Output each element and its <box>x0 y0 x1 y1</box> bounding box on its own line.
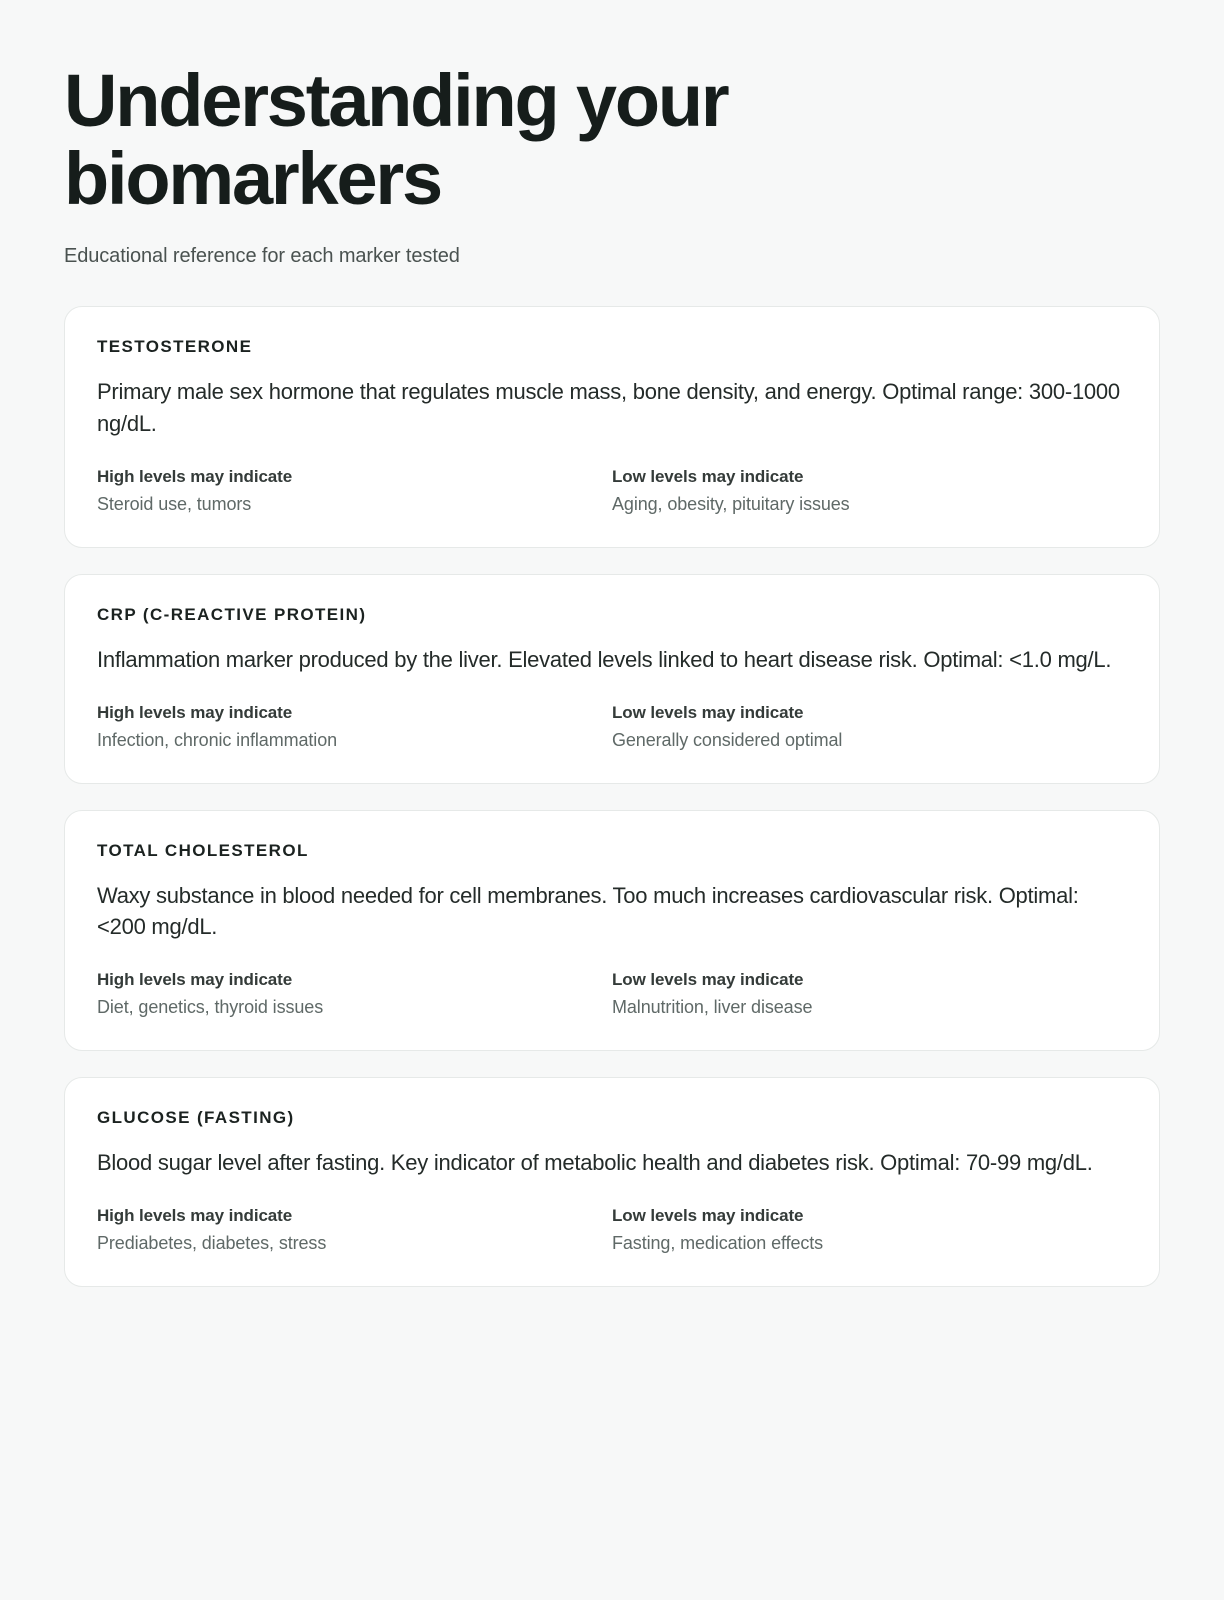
indicator-row <box>97 1206 1127 1254</box>
low-indicator-value: Generally considered optimal <box>612 729 843 750</box>
high-indicator-value: Steroid use, tumors <box>97 493 252 514</box>
biomarker-card-total-cholesterol <box>64 810 1160 1052</box>
biomarker-description: Blood sugar level after fasting. Key indicator of metabolic health and diabetes risk. Optimal: 70-99 mg/dL. <box>97 1150 1093 1176</box>
biomarker-card-crp <box>64 574 1160 784</box>
high-indicator-value: Infection, chronic inflammation <box>97 729 338 750</box>
biomarker-description: Waxy substance in blood needed for cell membranes. Too much increases cardiovascular risk. Optimal: <200 mg/dL. <box>97 882 1079 940</box>
low-indicator-label: Low levels may indicate <box>612 702 804 722</box>
low-indicator <box>612 1206 1127 1254</box>
low-indicator <box>612 703 1127 751</box>
high-indicator-label: High levels may indicate <box>97 702 293 722</box>
indicator-row <box>97 703 1127 751</box>
page-title: Understanding your biomarkers <box>64 59 728 221</box>
low-indicator-label: Low levels may indicate <box>612 466 804 486</box>
biomarker-card-glucose-fasting <box>64 1077 1160 1287</box>
high-indicator-value: Prediabetes, diabetes, stress <box>97 1233 327 1254</box>
low-indicator <box>612 467 1127 515</box>
low-indicator-value: Fasting, medication effects <box>612 1233 824 1254</box>
biomarker-card-testosterone <box>64 306 1160 548</box>
biomarker-card-list <box>64 306 1160 1287</box>
indicator-row <box>97 467 1127 515</box>
low-indicator-value: Malnutrition, liver disease <box>612 997 813 1018</box>
high-indicator <box>97 703 612 751</box>
biomarker-name: TOTAL CHOLESTEROL <box>97 840 309 860</box>
biomarker-name: TESTOSTERONE <box>97 336 253 356</box>
high-indicator <box>97 1206 612 1254</box>
high-indicator-label: High levels may indicate <box>97 970 293 990</box>
low-indicator-label: Low levels may indicate <box>612 1206 804 1226</box>
high-indicator-value: Diet, genetics, thyroid issues <box>97 997 324 1018</box>
biomarker-description: Primary male sex hormone that regulates muscle mass, bone density, and energy. Optimal range: 300-1000 ng/dL. <box>97 378 1120 436</box>
high-indicator <box>97 970 612 1018</box>
low-indicator <box>612 970 1127 1018</box>
biomarker-description: Inflammation marker produced by the liver. Elevated levels linked to heart disease risk. Optimal: <1.0 mg/L. <box>97 646 1112 672</box>
indicator-row <box>97 970 1127 1018</box>
low-indicator-label: Low levels may indicate <box>612 970 804 990</box>
biomarker-name: GLUCOSE (FASTING) <box>97 1108 295 1128</box>
high-indicator-label: High levels may indicate <box>97 1206 293 1226</box>
low-indicator-value: Aging, obesity, pituitary issues <box>612 493 850 514</box>
page-subtitle: Educational reference for each marker tested <box>64 244 460 267</box>
high-indicator <box>97 467 612 515</box>
biomarker-name: CRP (C-REACTIVE PROTEIN) <box>97 604 367 624</box>
high-indicator-label: High levels may indicate <box>97 466 293 486</box>
